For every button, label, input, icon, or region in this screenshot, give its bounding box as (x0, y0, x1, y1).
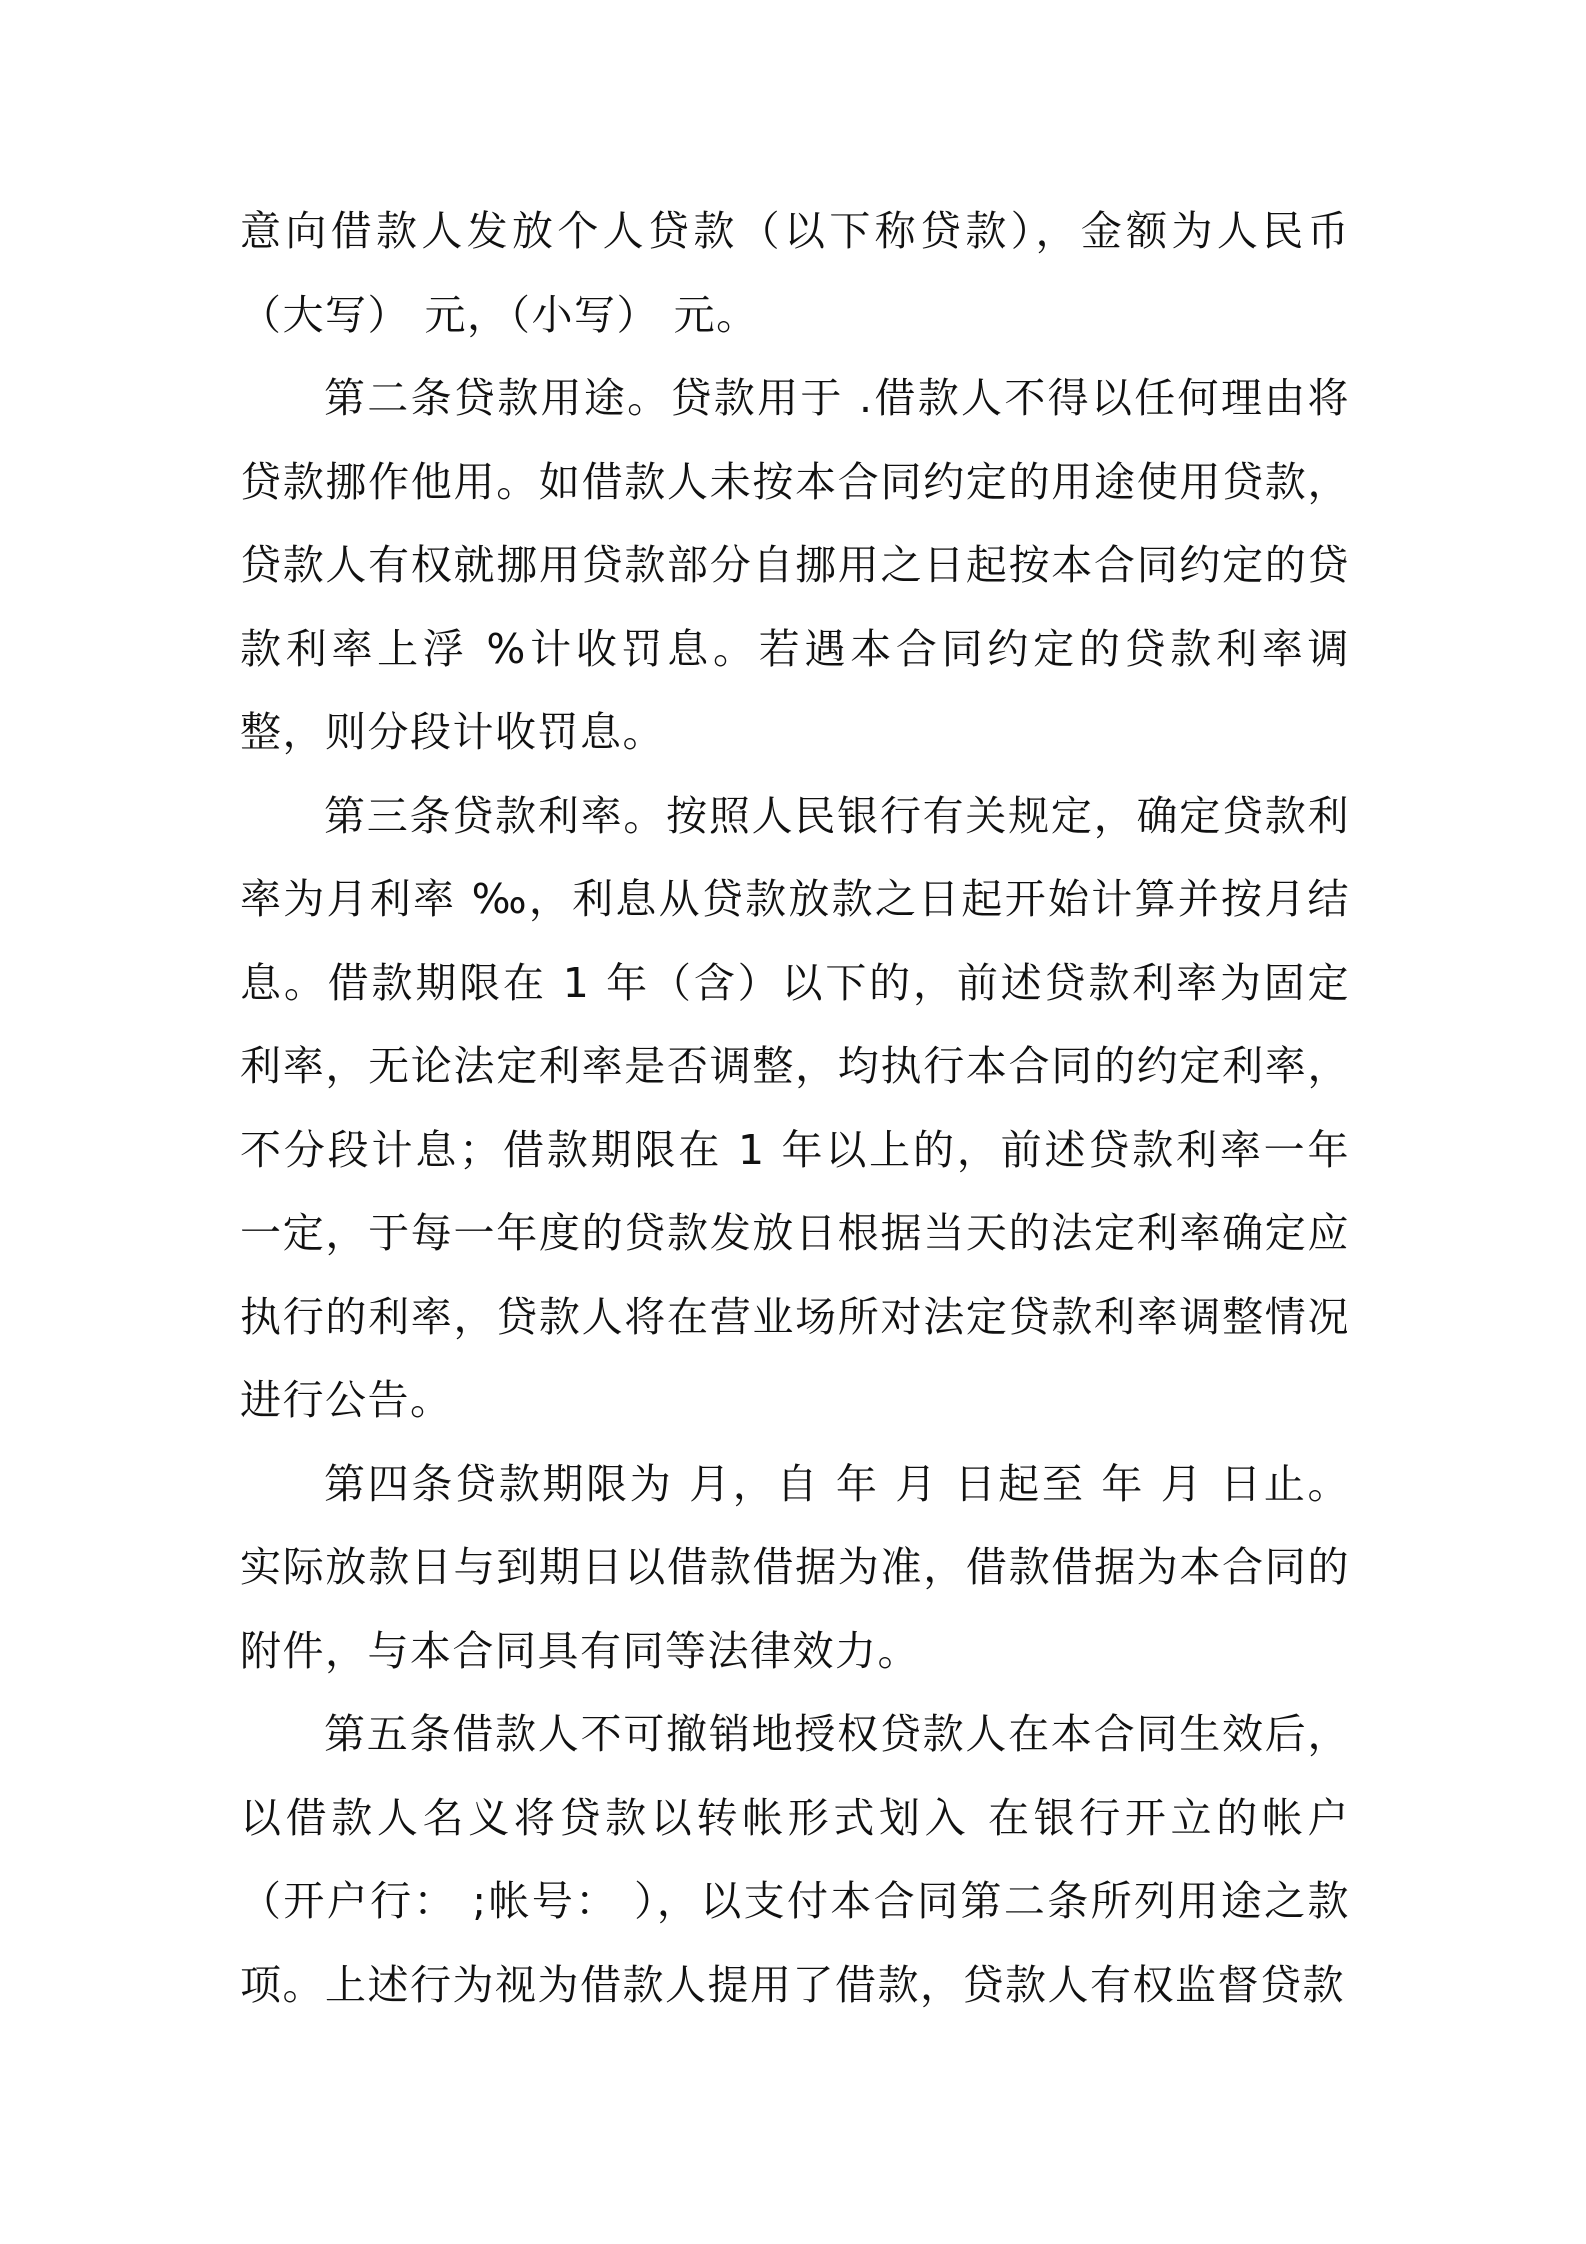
paragraph-article-4-loan-term: 第四条贷款期限为 月，自 年 月 日起至 年 月 日止。实际放款日与到期日以借款借据为准，借款借据为本合同的附件，与本合同具有同等法律效力。 (240, 1459, 1350, 1675)
paragraph-loan-amount: 意向借款人发放个人贷款（以下称贷款），金额为人民币（大写） 元，（小写） 元。 (240, 207, 1350, 339)
paragraph-article-5-authorization: 第五条借款人不可撤销地授权贷款人在本合同生效后，以借款人名义将贷款以转帐形式划入 在银行开立的帐户（开户行： ;帐号： ），以支付本合同第二条所列用途之款项。上述行为视为借款人提用了借款，贷款人有权监督贷款 (240, 1710, 1350, 2009)
document-page (240, 190, 1350, 2027)
paragraph-article-2-loan-purpose: 第二条贷款用途。贷款用于 .借款人不得以任何理由将贷款挪作他用。如借款人未按本合同约定的用途使用贷款，贷款人有权就挪用贷款部分自挪用之日起按本合同约定的贷款利率上浮 %计收罚息。若遇本合同约定的贷款利率调整，则分段计收罚息。 (240, 374, 1350, 756)
paragraph-article-3-interest-rate: 第三条贷款利率。按照人民银行有关规定，确定贷款利率为月利率 ‰，利息从贷款放款之日起开始计算并按月结息。借款期限在 1 年（含）以下的，前述贷款利率为固定利率，无论法定利率是否调整，均执行本合同的约定利率，不分段计息；借款期限在 1 年以上的，前述贷款利率一年一定，于每一年度的贷款发放日根据当天的法定利率确定应执行的利率，贷款人将在营业场所对法定贷款利率调整情况进行公告。 (240, 791, 1350, 1424)
